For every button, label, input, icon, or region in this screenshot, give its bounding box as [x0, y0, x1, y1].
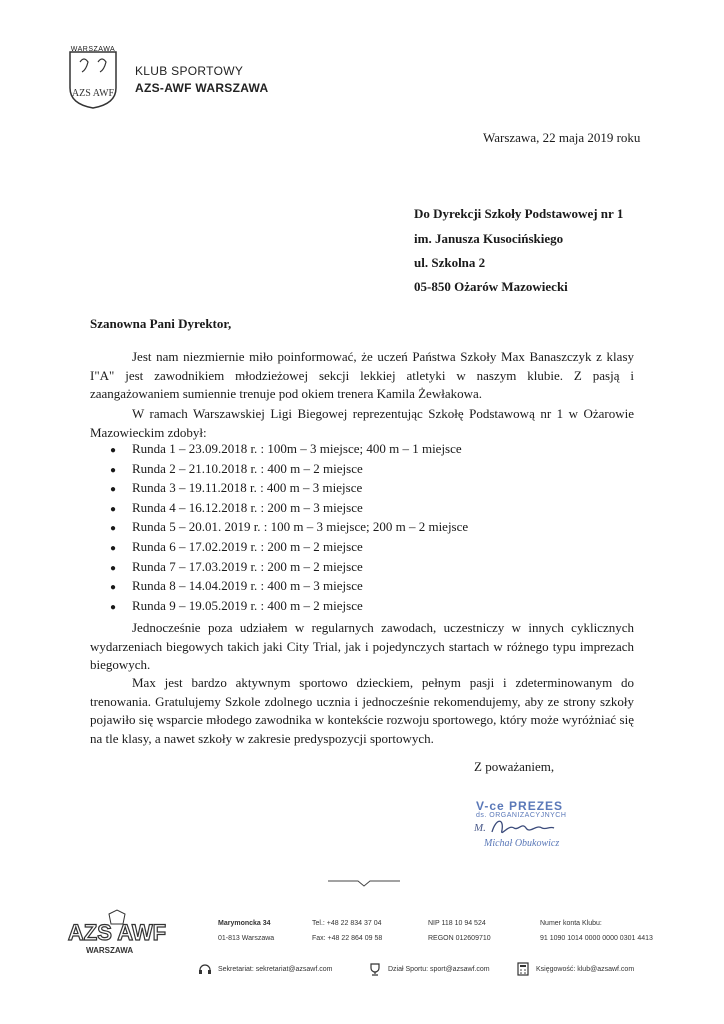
footer-logo-city: WARSZAWA — [86, 946, 134, 955]
calculator-icon — [516, 962, 530, 976]
footer-street: Marymoncka 34 — [218, 920, 271, 927]
bullet-icon: ● — [110, 562, 117, 574]
recipient-line-3: ul. Szkolna 2 — [414, 255, 486, 270]
footer-account-label: Numer konta Klubu: — [540, 920, 602, 927]
footer-secretariat: Sekretariat: sekretariat@azsawf.com — [218, 966, 333, 973]
bullet-icon: ● — [110, 523, 117, 535]
paragraph-league-text: W ramach Warszawskiej Ligi Biegowej reprezentując Szkołę Podstawową nr 1 w Ożarowie Mazowieckim zdobył: — [90, 406, 634, 440]
bullet-icon: ● — [110, 601, 117, 613]
footer-divider — [328, 878, 400, 888]
footer-regon: REGON 012609710 — [428, 935, 491, 942]
bullet-icon: ● — [110, 542, 117, 554]
paragraph-events — [90, 619, 634, 675]
bullet-icon: ● — [110, 503, 117, 515]
stamp-title: V-ce PREZES — [476, 799, 564, 813]
list-item: ● Runda 5 – 20.01. 2019 r. : 100 m – 3 miejsce; 200 m – 2 miejsce — [110, 517, 468, 537]
list-item: ● Runda 4 – 16.12.2018 r. : 200 m – 3 miejsce — [110, 498, 468, 518]
stamp-name: Michał Obukowicz — [484, 838, 560, 849]
bullet-icon: ● — [110, 582, 117, 594]
svg-text:AZS AWF: AZS AWF — [67, 920, 167, 945]
list-item: ● Runda 1 – 23.09.2018 r. : 100m – 3 miejsce; 400 m – 1 miejsce — [110, 439, 468, 459]
list-item: ● Runda 9 – 19.05.2019 r. : 400 m – 2 miejsce — [110, 596, 468, 616]
paragraph-recommendation — [90, 674, 634, 748]
closing: Z poważaniem, — [474, 759, 555, 774]
paragraph-events-text: Jednocześnie poza udziałem w regularnych zawodach, uczestniczy w innych cyklicznych wydarzeniach biegowych takich jaki City Trial, jak i pojedynczych startach w różnego typu imprezach biegowych. — [90, 620, 634, 672]
list-item: ● Runda 3 – 19.11.2018 r. : 400 m – 3 miejsce — [110, 478, 468, 498]
club-name-line2: AZS-AWF WARSZAWA — [135, 81, 269, 95]
results-list — [110, 439, 468, 615]
paragraph-league — [90, 405, 634, 442]
svg-text:AZS AWF: AZS AWF — [71, 88, 115, 99]
recipient-line-4: 05-850 Ożarów Mazowiecki — [414, 279, 568, 294]
bullet-icon: ● — [110, 464, 117, 476]
footer-nip: NIP 118 10 94 524 — [428, 920, 486, 927]
stamp-subtitle: ds. ORGANIZACYJNYCH — [476, 812, 567, 819]
bullet-icon: ● — [110, 445, 117, 456]
footer-city: 01-813 Warszawa — [218, 935, 275, 942]
signature-initial: M. — [474, 822, 486, 834]
paragraph-recommendation-text: Max jest bardzo aktywnym sportowo dzieckiem, pełnym pasji i zdeterminowanym do trenowania. Gratulujemy Szkole zdolnego ucznia i jednocześnie rekomendujemy, aby ze strony szkoły pojawiło się wsparcie młodego zawodnika w kontekście rozwoju sportowego, który może wyróżniać się na tle klasy, a nawet szkoły w zakresie predyspozycji sportowych. — [90, 675, 634, 746]
list-item: ● Runda 7 – 17.03.2019 r. : 200 m – 2 miejsce — [110, 557, 468, 577]
footer-sport: Dział Sportu: sport@azsawf.com — [388, 966, 490, 973]
bullet-icon: ● — [110, 484, 117, 496]
footer-fax: Fax: +48 22 864 09 58 — [312, 935, 383, 942]
club-crest-logo — [68, 48, 118, 110]
club-name-line1: KLUB SPORTOWY — [135, 64, 244, 78]
list-item: ● Runda 6 – 17.02.2019 r. : 200 m – 2 miejsce — [110, 537, 468, 557]
footer-tel: Tel.: +48 22 834 37 04 — [312, 920, 382, 927]
trophy-icon — [368, 962, 382, 976]
list-item: ● Runda 8 – 14.04.2019 r. : 400 m – 3 miejsce — [110, 576, 468, 596]
recipient-line-2: im. Janusza Kusocińskiego — [414, 231, 564, 246]
list-item: ● Runda 2 – 21.10.2018 r. : 400 m – 2 miejsce — [110, 459, 468, 479]
paragraph-intro — [90, 348, 634, 404]
footer-account-number: 91 1090 1014 0000 0000 0301 4413 — [540, 935, 653, 942]
logo-top-text: WARSZAWA — [70, 46, 116, 53]
salutation: Szanowna Pani Dyrektor, — [90, 316, 232, 331]
letter-date: Warszawa, 22 maja 2019 roku — [483, 130, 641, 145]
headset-icon — [198, 962, 212, 976]
paragraph-intro-text: Jest nam niezmiernie miło poinformować, że uczeń Państwa Szkoły Max Banaszczyk z klasy I"A" jest zawodnikiem młodzieżowej sekcji lekkiej atletyki w naszym klubie. Z pasją i zaangażowaniem sumiennie trenuje pod okiem trenera Kamila Żewłakowa. — [90, 349, 634, 401]
recipient-line-1: Do Dyrekcji Szkoły Podstawowej nr 1 — [414, 206, 624, 221]
footer-accounting: Księgowość: klub@azsawf.com — [536, 966, 635, 973]
handwritten-signature — [488, 816, 558, 840]
